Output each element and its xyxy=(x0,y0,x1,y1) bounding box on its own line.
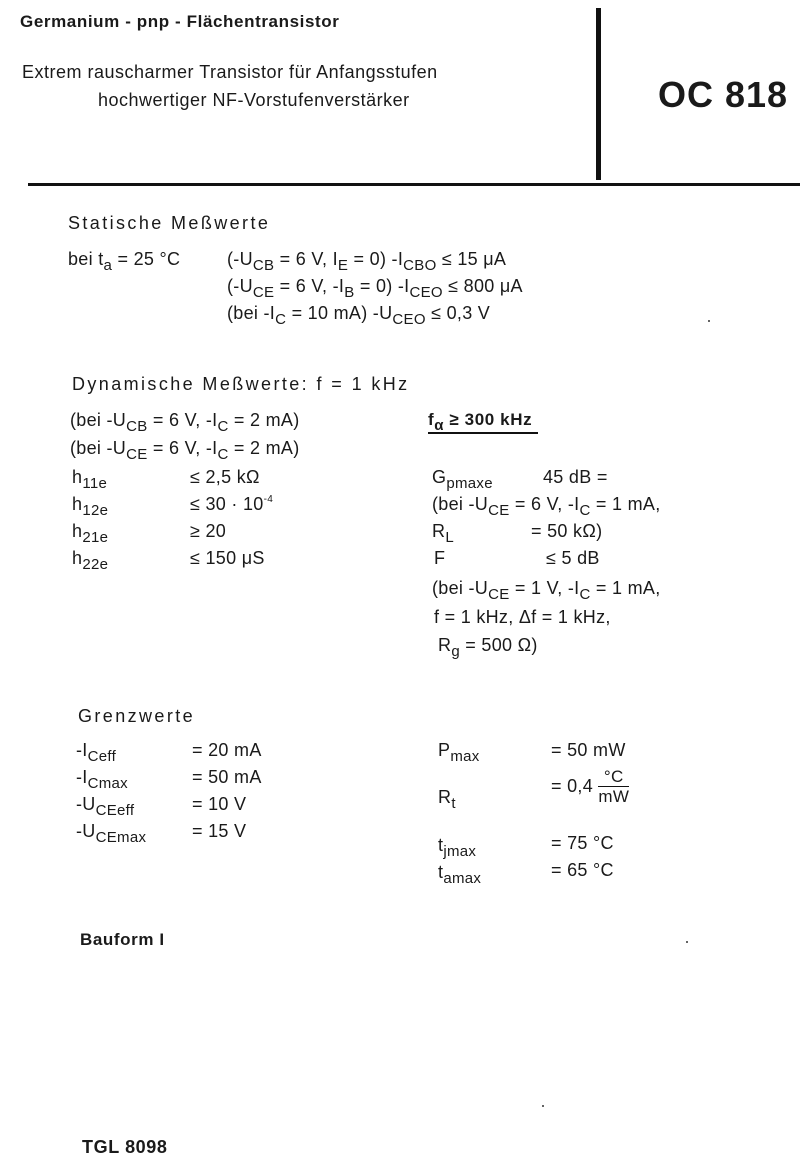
h12e-value: ≤ $30 \cdot 10^{-4}$ xyxy=(190,494,274,514)
noise-condition-1: (bei $-U_{CE} = 1$ V, $-I_C = 1$ mA, xyxy=(432,578,661,603)
limit-ic-eff-label: $-I_{Ceff}$ xyxy=(76,740,117,765)
scan-speck xyxy=(686,941,688,943)
scan-speck xyxy=(708,320,710,322)
limit-uce-max-label: $-U_{CEmax}$ xyxy=(76,821,147,846)
standard-reference: TGL 8098 xyxy=(82,1137,168,1157)
description-line-1: Extrem rauscharmer Transistor für Anfangsstufen xyxy=(22,62,438,82)
header-divider-horizontal xyxy=(28,183,800,186)
h11e-label: $h_{11e}$ xyxy=(72,467,108,492)
transistor-type: Germanium - pnp - Flächentransistor xyxy=(20,12,340,31)
limit-rt-label: $R_t$ xyxy=(438,787,456,812)
limit-ta-value: = 65 °C xyxy=(551,860,614,880)
limit-ta-label: $t_{amax}$ xyxy=(438,862,482,887)
static-row-icbo: ($-U_{CB} = 6$ V, $I_E = 0$) $-I_{CBO} \le 15$ μA xyxy=(227,249,507,274)
static-section-title: Statische Meßwerte xyxy=(68,213,271,233)
h22e-label: $h_{22e}$ xyxy=(72,548,109,573)
noise-figure-label: F xyxy=(434,548,446,568)
load-resistance-value: = 50 kΩ) xyxy=(531,521,603,541)
limit-pmax-label: $P_{max}$ xyxy=(438,740,480,765)
gain-label: $G_{pmaxe}$ xyxy=(432,467,493,492)
limit-tj-label: $t_{jmax}$ xyxy=(438,835,477,860)
noise-condition-3: $R_g = 500$ Ω) xyxy=(438,635,538,660)
limit-ic-eff-value: = 20 mA xyxy=(192,740,262,760)
description-line-2: hochwertiger NF-Vorstufenverstärker xyxy=(98,90,410,110)
limit-ic-max-value: = 50 mA xyxy=(192,767,262,787)
limit-rt-value: = 0,4 $\frac{^\circ C}{mW}$ xyxy=(551,767,630,806)
cutoff-frequency: $f_\alpha \ge 300$ kHz xyxy=(428,410,538,430)
static-prefix: bei $t_a = 25$ °C xyxy=(68,249,181,274)
static-row-uceo: (bei $-I_C = 10$ mA) $-U_{CEO} \le 0,3$ V xyxy=(227,303,491,328)
static-row-iceo: ($-U_{CE} = 6$ V, $-I_B = 0$) $-I_{CEO} \le 800$ μA xyxy=(227,276,523,301)
limits-section-title: Grenzwerte xyxy=(78,706,196,726)
gain-condition: (bei $-U_{CE} = 6$ V, $-I_C = 1$ mA, xyxy=(432,494,661,519)
dynamic-condition-ce: (bei $-U_{CE} = 6$ V, $-I_C = 2$ mA) xyxy=(70,438,300,463)
package-type: Bauform I xyxy=(80,930,165,949)
h12e-label: $h_{12e}$ xyxy=(72,494,109,519)
load-resistance-label: $R_L$ xyxy=(432,521,454,546)
h11e-value: ≤ 2,5 kΩ xyxy=(190,467,260,487)
model-number: OC 818 xyxy=(658,74,789,115)
h21e-label: $h_{21e}$ xyxy=(72,521,109,546)
limit-pmax-value: = 50 mW xyxy=(551,740,626,760)
scan-speck xyxy=(542,1105,544,1107)
noise-condition-2: f = 1 kHz, Δf = 1 kHz, xyxy=(434,607,611,627)
limit-tj-value: = 75 °C xyxy=(551,833,614,853)
noise-figure-value: ≤ 5 dB xyxy=(546,548,600,568)
limit-ic-max-label: $-I_{Cmax}$ xyxy=(76,767,128,792)
header-divider-vertical xyxy=(596,8,601,180)
dynamic-section-title: Dynamische Meßwerte: f = 1 kHz xyxy=(72,374,410,394)
h21e-value: ≥ 20 xyxy=(190,521,227,541)
rt-unit-fraction: $\frac{^\circ C}{mW}$ xyxy=(598,767,630,806)
h22e-value: ≤ 150 μS xyxy=(190,548,265,568)
limit-uce-eff-label: $-U_{CEeff}$ xyxy=(76,794,135,819)
gain-value: 45 dB = xyxy=(543,467,608,487)
limit-uce-eff-value: = 10 V xyxy=(192,794,247,814)
limit-uce-max-value: = 15 V xyxy=(192,821,247,841)
dynamic-condition-cb: (bei $-U_{CB} = 6$ V, $-I_C = 2$ mA) xyxy=(70,410,300,435)
